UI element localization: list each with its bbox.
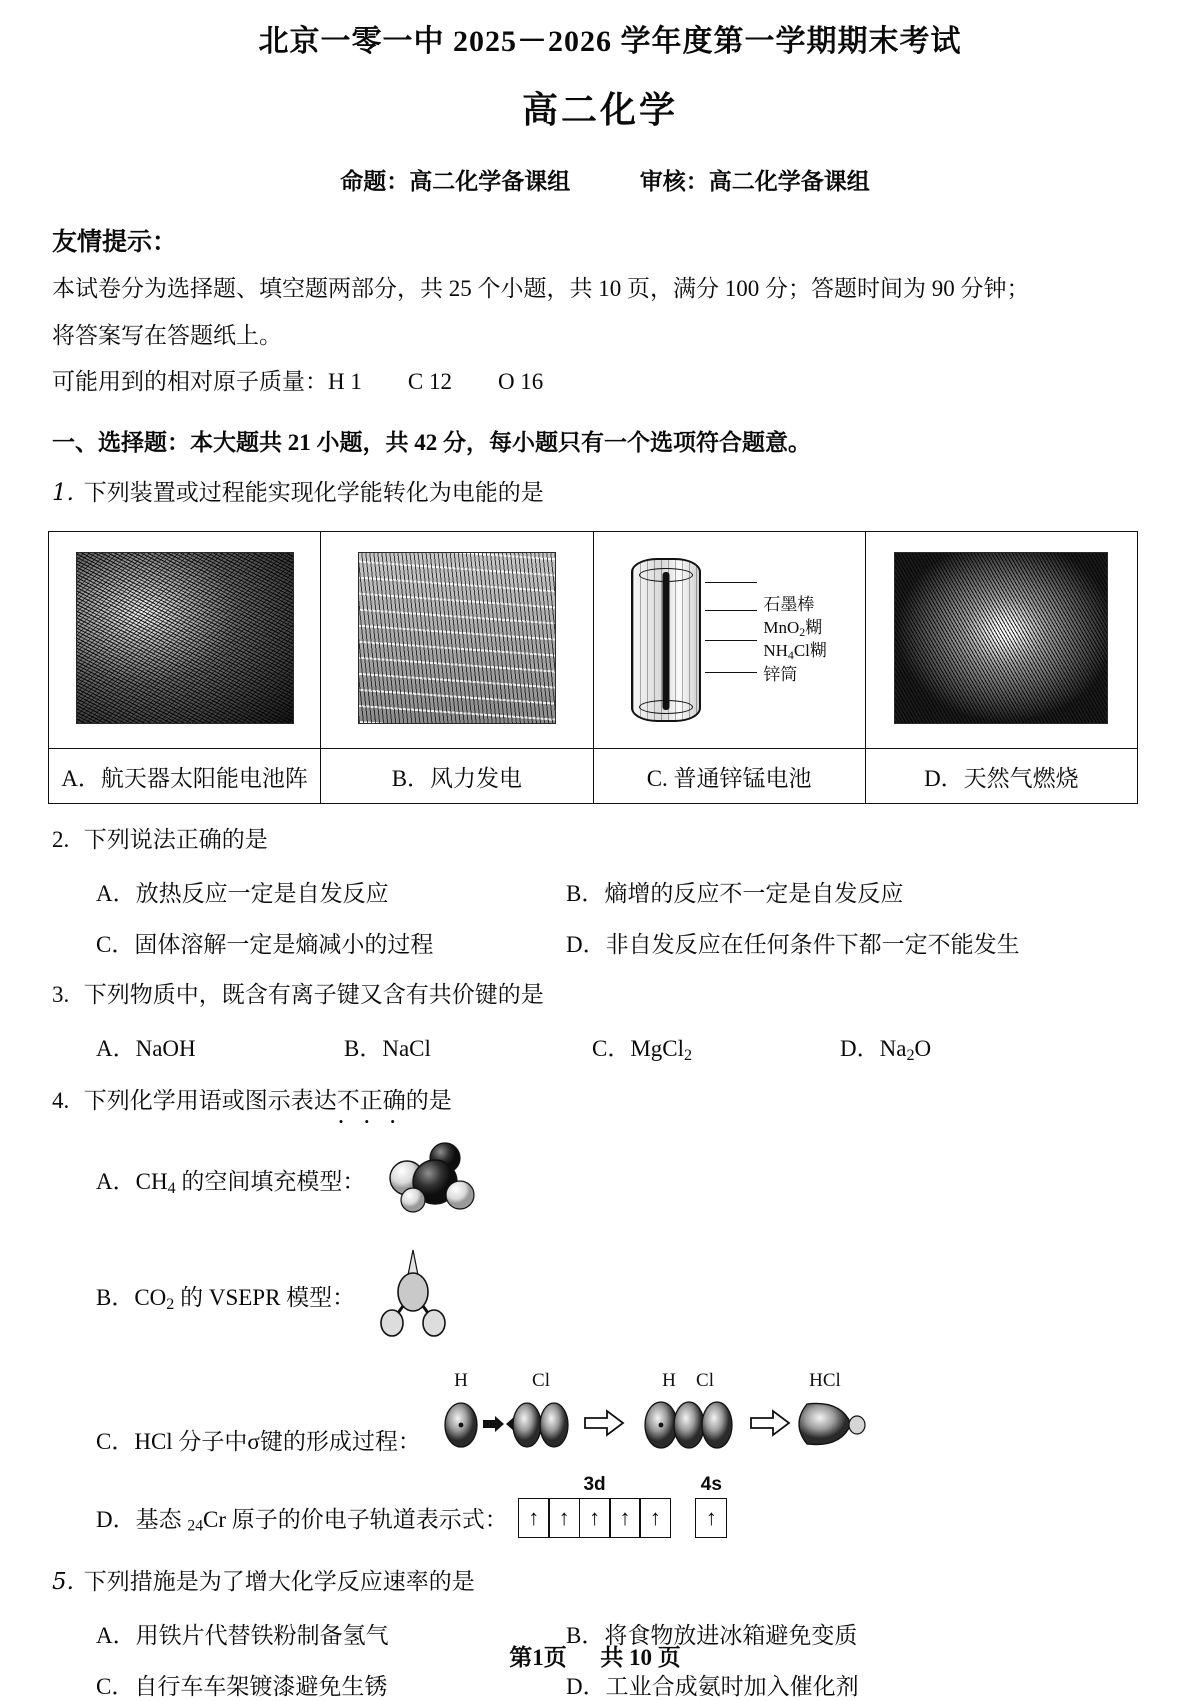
natural-gas-flame-photo <box>894 552 1108 724</box>
orbital-box: ↑ <box>695 1498 727 1538</box>
figure-cell-wind <box>321 532 593 749</box>
question-5-option-a[interactable]: A．用铁片代替铁粉制备氢气 <box>96 1622 389 1648</box>
question-4-option-b-label: B．$CO_2$ 的 VSEPR 模型： <box>96 1285 356 1314</box>
ch4-space-filling-model-icon <box>377 1142 487 1220</box>
question-5-text: 下列措施是为了增大化学反应速率的是 <box>83 1568 475 1594</box>
question-4-text-after: 的是 <box>405 1088 452 1114</box>
page-footer <box>0 1639 1190 1672</box>
table-row-captions <box>49 749 1138 804</box>
question-4-option-a-label: A．$CH_4$ 的空间填充模型： <box>96 1169 366 1198</box>
question-4-option-c[interactable] <box>96 1370 1190 1472</box>
question-3-option-b[interactable]: B．NaCl <box>344 1036 431 1062</box>
question-5-options-row-2 <box>96 1668 1190 1701</box>
subject-title: 高二化学 <box>521 90 678 130</box>
dry-cell-body-icon <box>631 558 701 722</box>
notice-line-2: 将答案写在答题纸上。 <box>52 322 282 348</box>
hcl-sigma-bond-formation-icon <box>433 1370 903 1472</box>
question-2-options-row-1 <box>96 875 1190 908</box>
caption-option-a: A．航天器太阳能电池阵 <box>49 749 321 804</box>
svg-text:HCl: HCl <box>809 1369 841 1391</box>
caption-option-b: B．风力发电 <box>321 749 593 804</box>
svg-text:H: H <box>661 1369 676 1391</box>
question-2-stem <box>52 822 1190 859</box>
question-3-options-row <box>96 1030 1190 1065</box>
orbital-box: ↑ <box>548 1498 580 1538</box>
question-4-option-c-label: C．HCl 分子中σ键的形成过程： <box>96 1428 421 1454</box>
orbital-box: ↑ <box>579 1498 611 1538</box>
question-2-options-row-2 <box>96 926 1190 959</box>
question-2-option-a[interactable]: A．放热反应一定是自发反应 <box>96 881 389 907</box>
question-5-number: 5. <box>52 1568 74 1595</box>
caption-option-c: C. 普通锌锰电池 <box>593 749 865 804</box>
question-1-stem <box>52 475 1190 512</box>
orbital-box: ↑ <box>518 1498 550 1538</box>
orbital-label-4s: 4s <box>700 1473 722 1495</box>
footer-current-page: 第1页 <box>509 1645 567 1670</box>
question-1-text: 下列装置或过程能实现化学能转化为电能的是 <box>83 479 544 505</box>
figure-cell-flame <box>865 532 1137 749</box>
question-4-text-before: 下列化学用语或图示表达 <box>83 1088 337 1114</box>
question-3-option-d[interactable]: D．$Na_2O$ <box>840 1036 932 1065</box>
author-label: 命题：高二化学备课组 <box>340 169 571 194</box>
school-exam-title: 北京一零一中 2025－2026 学年度第一学期期末考试 <box>258 25 962 58</box>
question-4-option-b[interactable] <box>96 1246 1190 1348</box>
label-nh4cl-paste: $NH_4Cl$糊 <box>763 641 827 663</box>
question-3-option-a[interactable]: A．NaOH <box>96 1036 196 1062</box>
orbital-label-3d: 3d <box>583 1473 606 1495</box>
orbital-boxes-3d <box>518 1498 672 1538</box>
graphite-rod-icon <box>663 572 670 710</box>
orbital-boxes-4s <box>695 1498 727 1538</box>
zinc-manganese-cell-diagram <box>598 558 861 722</box>
reviewer-label: 审核：高二化学备课组 <box>639 169 870 194</box>
question-4-number: 4. <box>52 1088 70 1114</box>
question-4-stem <box>52 1083 1190 1120</box>
dry-cell-label-list <box>763 594 827 686</box>
figure-cell-drycell <box>593 532 865 749</box>
label-mno2-paste: MnO$_2$糊 <box>763 617 823 639</box>
question-3-stem <box>52 977 1190 1014</box>
svg-text:H: H <box>453 1369 468 1391</box>
question-1-number: 1. <box>52 479 74 506</box>
question-2-option-c[interactable]: C．固体溶解一定是熵减小的过程 <box>96 932 434 958</box>
byline <box>0 163 1190 196</box>
wind-turbine-photo <box>358 552 556 724</box>
question-3-option-c[interactable]: C．MgCl$_2$ <box>592 1036 693 1065</box>
question-4-emphasis: 不正确 • • • <box>337 1083 406 1120</box>
question-5-option-d[interactable]: D．工业合成氨时加入催化剂 <box>566 1673 859 1699</box>
question-2-option-b[interactable]: B．熵增的反应不一定是自发反应 <box>566 881 904 907</box>
question-2-text: 下列说法正确的是 <box>83 827 268 853</box>
question-2-option-d[interactable]: D．非自发反应在任何条件下都一定不能发生 <box>566 932 1020 958</box>
svg-text:Cl: Cl <box>695 1369 714 1391</box>
label-graphite-rod: 石墨棒 <box>763 595 815 615</box>
caption-option-d: D．天然气燃烧 <box>865 749 1137 804</box>
question-3-number: 3. <box>52 982 70 1008</box>
orbital-group-3d <box>518 1473 672 1538</box>
co2-vsepr-model-icon <box>367 1246 459 1348</box>
cr-valence-orbital-diagram <box>518 1473 728 1538</box>
label-zinc-can: 锌筒 <box>763 665 798 685</box>
notice-heading: 友情提示： <box>52 229 178 256</box>
label-leader-lines <box>705 560 759 720</box>
question-2-number: 2. <box>52 827 70 853</box>
question-4-option-d-label: D．基态 24Cr 原子的价电子轨道表示式： <box>96 1506 508 1535</box>
svg-text:Cl: Cl <box>531 1369 550 1391</box>
orbital-group-4s <box>695 1473 727 1538</box>
notice-line-3: 可能用到的相对原子质量：H 1 C 12 O 16 <box>52 369 544 395</box>
question-4-option-a[interactable] <box>96 1142 1190 1220</box>
footer-total-pages: 共 10 页 <box>600 1645 681 1670</box>
orbital-box: ↑ <box>609 1498 641 1538</box>
question-3-text: 下列物质中，既含有离子键又含有共价键的是 <box>83 982 544 1008</box>
question-5-option-c[interactable]: C．自行车车架镀漆避免生锈 <box>96 1673 388 1699</box>
orbital-box: ↑ <box>639 1498 671 1538</box>
question-5-option-b[interactable]: B．将食物放进冰箱避免变质 <box>566 1622 858 1648</box>
section-heading-choice: 一、选择题：本大题共 21 小题，共 42 分，每小题只有一个选项符合题意。 <box>52 429 811 455</box>
spacecraft-solar-array-photo <box>76 552 294 724</box>
notice-line-1: 本试卷分为选择题、填空题两部分，共 25 个小题，共 10 页，满分 100 分；答题时间为 90 分钟； <box>52 276 1030 301</box>
question-1-figure-table <box>48 531 1138 804</box>
figure-cell-solar <box>49 532 321 749</box>
question-4-option-d[interactable] <box>96 1473 1190 1538</box>
exam-page <box>0 16 1190 1698</box>
table-row-figures <box>49 532 1138 749</box>
question-5-stem <box>52 1564 1190 1601</box>
